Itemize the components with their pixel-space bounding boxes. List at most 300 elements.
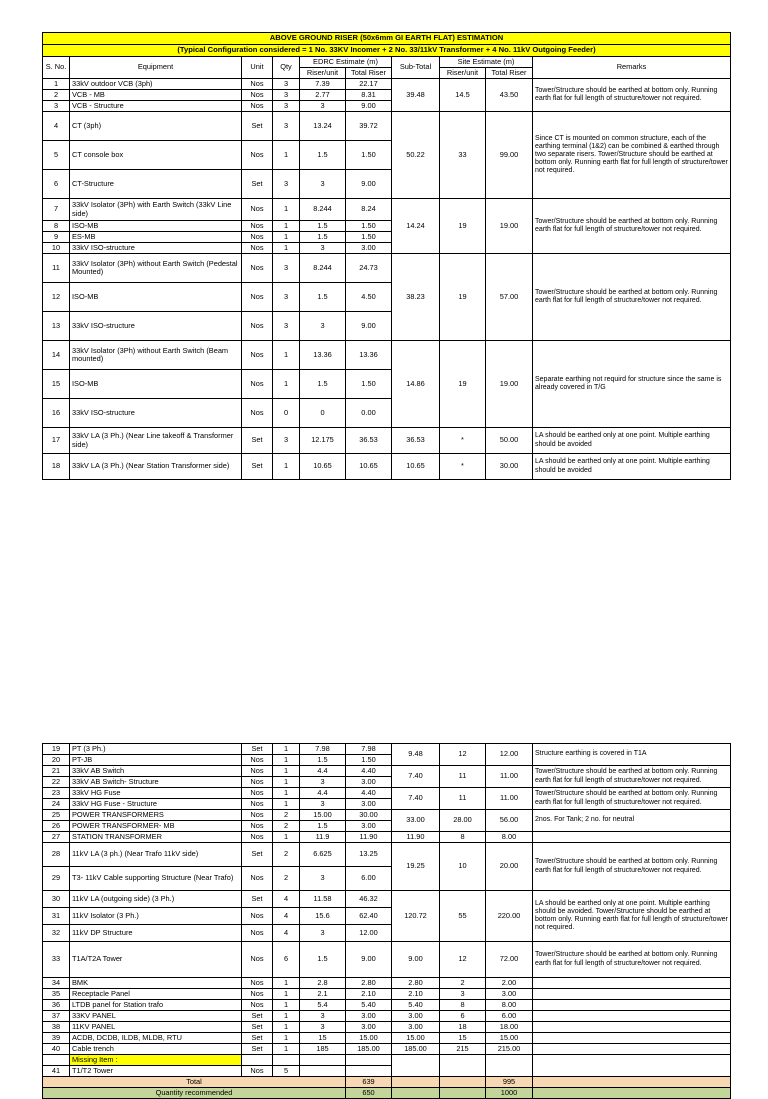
cell-qty: 1 (273, 978, 300, 989)
cell-qty: 2 (273, 810, 300, 821)
cell-subtotal: 3.00 (392, 1011, 440, 1022)
cell-subtotal: 10.65 (392, 454, 440, 480)
cell-equipment: 11KV PANEL (70, 1022, 242, 1033)
cell-site-riser-unit: 19 (440, 341, 486, 428)
cell-subtotal: 185.00 (392, 1044, 440, 1055)
cell-subtotal: 9.00 (392, 942, 440, 978)
cell-sno: 1 (43, 79, 70, 90)
cell-equipment: ISO-MB (70, 221, 242, 232)
cell-total-riser: 13.36 (346, 341, 392, 370)
cell-total-riser: 62.40 (346, 908, 392, 925)
cell-riser-unit: 11.58 (300, 891, 346, 908)
cell-total-riser: 1.50 (346, 141, 392, 170)
cell-unit: Nos (242, 821, 273, 832)
cell-unit: Nos (242, 867, 273, 891)
cell-site-riser-unit (440, 1055, 486, 1066)
cell-qty: 1 (273, 788, 300, 799)
cell-qty: 1 (273, 1011, 300, 1022)
cell-unit: Nos (242, 399, 273, 428)
cell-equipment: T3- 11kV Cable supporting Structure (Near Trafo) (70, 867, 242, 891)
recommended-site-unit (440, 1088, 486, 1099)
cell-equipment: VCB - Structure (70, 101, 242, 112)
cell-sno: 14 (43, 341, 70, 370)
cell-riser-unit: 12.175 (300, 428, 346, 454)
cell-site-total: 19.00 (486, 341, 533, 428)
cell-sno: 18 (43, 454, 70, 480)
cell-sno: 41 (43, 1066, 70, 1077)
cell-equipment: 33kV AB Switch- Structure (70, 777, 242, 788)
cell-total-riser (346, 1066, 392, 1077)
header-sno: S. No. (43, 57, 70, 79)
cell-sno: 2 (43, 90, 70, 101)
table-row (43, 1044, 731, 1055)
cell-riser-unit: 3 (300, 1011, 346, 1022)
cell-sno: 27 (43, 832, 70, 843)
cell-subtotal: 14.86 (392, 341, 440, 428)
cell-riser-unit: 8.244 (300, 254, 346, 283)
cell-site-total: 8.00 (486, 1000, 533, 1011)
cell-sno: 34 (43, 978, 70, 989)
cell-total-riser: 7.98 (346, 744, 392, 755)
cell-total-riser: 1.50 (346, 232, 392, 243)
cell-unit: Nos (242, 79, 273, 90)
cell-site-riser-unit: 18 (440, 1022, 486, 1033)
cell-equipment: 11kV LA (outgoing side) (3 Ph.) (70, 891, 242, 908)
cell-remarks: Tower/Structure should be earthed at bottom only. Running earth flat for full length of structure/tower not required. (533, 766, 731, 788)
cell-riser-unit: 1.5 (300, 755, 346, 766)
cell-site-total: 2.00 (486, 978, 533, 989)
cell-total-riser: 24.73 (346, 254, 392, 283)
recommended-edrc: 650 (346, 1088, 392, 1099)
cell-subtotal (392, 1055, 440, 1066)
cell-unit: Set (242, 112, 273, 141)
cell-site-total: 11.00 (486, 788, 533, 810)
cell-qty: 1 (273, 989, 300, 1000)
cell-riser-unit: 3 (300, 312, 346, 341)
cell-riser-unit: 3 (300, 925, 346, 942)
header-edrc: EDRC Estimate (m) (300, 57, 392, 68)
cell-site-riser-unit: 15 (440, 1033, 486, 1044)
cell-unit: Nos (242, 101, 273, 112)
cell-total-riser: 46.32 (346, 891, 392, 908)
cell-equipment: 11kV LA (3 ph.) (Near Trafo 11kV side) (70, 843, 242, 867)
cell-riser-unit: 7.39 (300, 79, 346, 90)
cell-remarks: LA should be earthed only at one point. Multiple earthing should be avoided (533, 428, 731, 454)
table-row (43, 766, 731, 777)
cell-site-riser-unit: 55 (440, 891, 486, 942)
cell-qty: 4 (273, 925, 300, 942)
recommended-remarks (533, 1088, 731, 1099)
cell-site-total: 18.00 (486, 1022, 533, 1033)
cell-unit: Nos (242, 221, 273, 232)
cell-total-riser: 3.00 (346, 799, 392, 810)
cell-site-total: 8.00 (486, 832, 533, 843)
cell-unit: Nos (242, 799, 273, 810)
cell-riser-unit: 2.1 (300, 989, 346, 1000)
recommended-label: Quantity recommended (43, 1088, 346, 1099)
cell-site-total: 30.00 (486, 454, 533, 480)
cell-equipment: 33kV ISO-structure (70, 243, 242, 254)
cell-site-total: 57.00 (486, 254, 533, 341)
cell-total-riser: 0.00 (346, 399, 392, 428)
cell-equipment: 33kV outdoor VCB (3ph) (70, 79, 242, 90)
cell-total-riser: 5.40 (346, 1000, 392, 1011)
cell-subtotal: 39.48 (392, 79, 440, 112)
cell-total-riser: 39.72 (346, 112, 392, 141)
cell-qty: 1 (273, 454, 300, 480)
cell-qty: 1 (273, 777, 300, 788)
cell-qty (273, 1055, 300, 1066)
cell-subtotal: 33.00 (392, 810, 440, 832)
cell-equipment: 33kV ISO-structure (70, 399, 242, 428)
cell-site-riser-unit: 11 (440, 788, 486, 810)
cell-total-riser: 22.17 (346, 79, 392, 90)
cell-sno: 23 (43, 788, 70, 799)
recommended-row (43, 1088, 731, 1099)
cell-qty: 1 (273, 766, 300, 777)
cell-site-riser-unit: 14.5 (440, 79, 486, 112)
recommended-site: 1000 (486, 1088, 533, 1099)
cell-riser-unit: 1.5 (300, 370, 346, 399)
cell-equipment: 33kV Isolator (3Ph) without Earth Switch (Beam mounted) (70, 341, 242, 370)
cell-total-riser: 4.40 (346, 766, 392, 777)
cell-remarks: Tower/Structure should be earthed at bottom only. Running earth flat for full length of structure/tower not required. (533, 254, 731, 341)
cell-remarks: Tower/Structure should be earthed at bottom only. Running earth flat for full length of structure/tower not required. (533, 942, 731, 978)
cell-total-riser: 3.00 (346, 777, 392, 788)
cell-equipment: LTDB panel for Station trafo (70, 1000, 242, 1011)
cell-equipment: 11kV Isolator (3 Ph.) (70, 908, 242, 925)
cell-unit: Nos (242, 810, 273, 821)
cell-equipment: 11kV DP Structure (70, 925, 242, 942)
cell-sno: 9 (43, 232, 70, 243)
header-total-riser: Total Riser (346, 68, 392, 79)
cell-qty: 3 (273, 254, 300, 283)
table-row (43, 788, 731, 799)
cell-subtotal: 2.10 (392, 989, 440, 1000)
cell-unit: Nos (242, 908, 273, 925)
cell-sno: 17 (43, 428, 70, 454)
cell-total-riser: 9.00 (346, 312, 392, 341)
total-subtotal (392, 1077, 440, 1088)
cell-riser-unit: 15.6 (300, 908, 346, 925)
cell-site-riser-unit: 10 (440, 843, 486, 891)
cell-total-riser: 3.00 (346, 821, 392, 832)
cell-equipment: 33kV LA (3 Ph.) (Near Station Transformer side) (70, 454, 242, 480)
cell-qty: 3 (273, 170, 300, 199)
cell-total-riser: 15.00 (346, 1033, 392, 1044)
cell-unit: Set (242, 1033, 273, 1044)
cell-riser-unit: 3 (300, 799, 346, 810)
total-site-unit (440, 1077, 486, 1088)
cell-subtotal: 14.24 (392, 199, 440, 254)
cell-total-riser: 3.00 (346, 243, 392, 254)
cell-unit: Nos (242, 832, 273, 843)
cell-sno: 31 (43, 908, 70, 925)
cell-total-riser: 6.00 (346, 867, 392, 891)
cell-riser-unit: 10.65 (300, 454, 346, 480)
cell-site-riser-unit: 19 (440, 199, 486, 254)
cell-riser-unit: 1.5 (300, 221, 346, 232)
cell-remarks: Tower/Structure should be earthed at bottom only. Running earth flat for full length of structure/tower not required. (533, 788, 731, 810)
cell-qty: 1 (273, 744, 300, 755)
cell-qty: 1 (273, 799, 300, 810)
cell-qty: 1 (273, 199, 300, 221)
cell-site-riser-unit: 8 (440, 832, 486, 843)
cell-total-riser: 185.00 (346, 1044, 392, 1055)
cell-total-riser: 1.50 (346, 755, 392, 766)
cell-riser-unit: 3 (300, 243, 346, 254)
cell-unit: Nos (242, 341, 273, 370)
cell-unit: Nos (242, 199, 273, 221)
header-site: Site Estimate (m) (440, 57, 533, 68)
cell-sno: 15 (43, 370, 70, 399)
cell-site-riser-unit: 11 (440, 766, 486, 788)
cell-unit: Nos (242, 90, 273, 101)
cell-riser-unit: 4.4 (300, 766, 346, 777)
cell-equipment: 33kV AB Switch (70, 766, 242, 777)
cell-unit: Set (242, 428, 273, 454)
cell-equipment: STATION TRANSFORMER (70, 832, 242, 843)
cell-unit: Set (242, 1044, 273, 1055)
cell-riser-unit: 1.5 (300, 232, 346, 243)
cell-sno: 21 (43, 766, 70, 777)
cell-qty: 5 (273, 1066, 300, 1077)
cell-site-riser-unit: 8 (440, 1000, 486, 1011)
header-remarks: Remarks (533, 57, 731, 79)
cell-sno: 30 (43, 891, 70, 908)
total-row (43, 1077, 731, 1088)
cell-qty: 1 (273, 1000, 300, 1011)
total-remarks (533, 1077, 731, 1088)
cell-subtotal: 19.25 (392, 843, 440, 891)
cell-riser-unit: 1.5 (300, 141, 346, 170)
cell-unit: Nos (242, 243, 273, 254)
cell-riser-unit: 6.625 (300, 843, 346, 867)
cell-sno: 38 (43, 1022, 70, 1033)
cell-equipment: CT console box (70, 141, 242, 170)
cell-site-total: 72.00 (486, 942, 533, 978)
cell-riser-unit: 2.77 (300, 90, 346, 101)
cell-riser-unit: 1.5 (300, 283, 346, 312)
cell-site-riser-unit: 12 (440, 744, 486, 766)
cell-sno: 24 (43, 799, 70, 810)
cell-site-total: 19.00 (486, 199, 533, 254)
cell-unit: Nos (242, 978, 273, 989)
cell-sno: 4 (43, 112, 70, 141)
cell-qty: 3 (273, 112, 300, 141)
cell-unit: Nos (242, 989, 273, 1000)
cell-subtotal (392, 1066, 440, 1077)
cell-riser-unit: 11.9 (300, 832, 346, 843)
cell-unit: Nos (242, 788, 273, 799)
cell-riser-unit (300, 1055, 346, 1066)
cell-total-riser: 8.24 (346, 199, 392, 221)
cell-riser-unit: 3 (300, 777, 346, 788)
cell-sno: 39 (43, 1033, 70, 1044)
cell-total-riser: 3.00 (346, 1022, 392, 1033)
cell-qty: 4 (273, 891, 300, 908)
cell-unit (242, 1055, 273, 1066)
cell-riser-unit: 3 (300, 170, 346, 199)
cell-sno: 20 (43, 755, 70, 766)
cell-total-riser: 2.80 (346, 978, 392, 989)
cell-qty: 2 (273, 843, 300, 867)
cell-unit: Nos (242, 370, 273, 399)
cell-remarks (533, 1022, 731, 1033)
cell-qty: 3 (273, 312, 300, 341)
cell-equipment: ISO-MB (70, 283, 242, 312)
table-row (43, 454, 731, 480)
cell-equipment: CT-Structure (70, 170, 242, 199)
cell-site-riser-unit: * (440, 454, 486, 480)
cell-unit: Nos (242, 1066, 273, 1077)
cell-site-total: 215.00 (486, 1044, 533, 1055)
cell-equipment: PT-JB (70, 755, 242, 766)
cell-qty: 1 (273, 221, 300, 232)
cell-site-total: 220.00 (486, 891, 533, 942)
cell-sno: 26 (43, 821, 70, 832)
cell-equipment: ACDB, DCDB, ILDB, MLDB, RTU (70, 1033, 242, 1044)
cell-site-total: 11.00 (486, 766, 533, 788)
cell-remarks (533, 1066, 731, 1077)
cell-total-riser (346, 1055, 392, 1066)
cell-unit: Nos (242, 766, 273, 777)
cell-qty: 1 (273, 232, 300, 243)
cell-riser-unit: 7.98 (300, 744, 346, 755)
table-row (43, 978, 731, 989)
cell-unit: Nos (242, 942, 273, 978)
riser-estimation-table-part-1 (42, 32, 731, 480)
cell-riser-unit: 4.4 (300, 788, 346, 799)
cell-sno: 29 (43, 867, 70, 891)
cell-sno: 33 (43, 942, 70, 978)
cell-subtotal: 5.40 (392, 1000, 440, 1011)
header-riser-unit: Riser/unit (300, 68, 346, 79)
cell-unit: Set (242, 170, 273, 199)
cell-equipment: POWER TRANSFORMER- MB (70, 821, 242, 832)
cell-total-riser: 30.00 (346, 810, 392, 821)
cell-total-riser: 11.90 (346, 832, 392, 843)
cell-remarks: LA should be earthed only at one point. Multiple earthing should be avoided. Tower/Structure should be earthed at bottom only. Running earth flat for full length of structure/tower not required. (533, 891, 731, 942)
cell-sno: 19 (43, 744, 70, 755)
cell-site-riser-unit: 215 (440, 1044, 486, 1055)
cell-equipment: 33kV HG Fuse - Structure (70, 799, 242, 810)
cell-remarks (533, 1055, 731, 1066)
cell-sno: 5 (43, 141, 70, 170)
table-row (43, 112, 731, 141)
table-row (43, 832, 731, 843)
cell-qty: 3 (273, 428, 300, 454)
cell-unit: Set (242, 1011, 273, 1022)
header-equipment: Equipment (70, 57, 242, 79)
cell-qty: 1 (273, 1044, 300, 1055)
cell-qty: 3 (273, 101, 300, 112)
cell-remarks: Tower/Structure should be earthed at bottom only. Running earth flat for full length of structure/tower not required. (533, 79, 731, 112)
total-edrc: 639 (346, 1077, 392, 1088)
cell-unit: Set (242, 454, 273, 480)
cell-site-total: 43.50 (486, 79, 533, 112)
cell-unit: Nos (242, 312, 273, 341)
table-row (43, 891, 731, 908)
missing-item-label: Missing Item : (70, 1055, 242, 1066)
cell-remarks (533, 989, 731, 1000)
cell-qty: 1 (273, 370, 300, 399)
cell-site-riser-unit (440, 1066, 486, 1077)
cell-remarks: LA should be earthed only at one point. Multiple earthing should be avoided (533, 454, 731, 480)
cell-remarks (533, 1033, 731, 1044)
cell-unit: Nos (242, 755, 273, 766)
total-label: Total (43, 1077, 346, 1088)
cell-unit: Nos (242, 141, 273, 170)
cell-equipment: ISO-MB (70, 370, 242, 399)
table-row (43, 843, 731, 867)
cell-equipment: PT (3 Ph.) (70, 744, 242, 755)
cell-sno (43, 1055, 70, 1066)
cell-riser-unit: 13.24 (300, 112, 346, 141)
page-title: ABOVE GROUND RISER (50x6mm GI EARTH FLAT) ESTIMATION (43, 33, 731, 45)
cell-qty: 1 (273, 243, 300, 254)
cell-total-riser: 9.00 (346, 942, 392, 978)
table-row (43, 810, 731, 821)
cell-remarks (533, 832, 731, 843)
cell-subtotal: 2.80 (392, 978, 440, 989)
cell-site-riser-unit: 28.00 (440, 810, 486, 832)
cell-remarks: 2nos. For Tank; 2 no. for neutral (533, 810, 731, 832)
cell-site-total (486, 1066, 533, 1077)
table-row (43, 1011, 731, 1022)
cell-unit: Nos (242, 232, 273, 243)
cell-equipment: CT (3ph) (70, 112, 242, 141)
cell-subtotal: 7.40 (392, 788, 440, 810)
cell-site-riser-unit: 12 (440, 942, 486, 978)
cell-subtotal: 38.23 (392, 254, 440, 341)
cell-unit: Set (242, 891, 273, 908)
cell-total-riser: 8.31 (346, 90, 392, 101)
cell-site-riser-unit: * (440, 428, 486, 454)
cell-riser-unit: 1.5 (300, 942, 346, 978)
cell-sno: 3 (43, 101, 70, 112)
cell-riser-unit: 13.36 (300, 341, 346, 370)
cell-qty: 4 (273, 908, 300, 925)
cell-remarks: Structure earthing is covered in T1A (533, 744, 731, 766)
cell-site-riser-unit: 2 (440, 978, 486, 989)
cell-subtotal: 7.40 (392, 766, 440, 788)
cell-site-total (486, 1055, 533, 1066)
table-row (43, 254, 731, 283)
cell-site-total: 56.00 (486, 810, 533, 832)
table-row (43, 744, 731, 755)
cell-equipment: T1A/T2A Tower (70, 942, 242, 978)
table-row (43, 341, 731, 370)
table-row (43, 1022, 731, 1033)
cell-sno: 35 (43, 989, 70, 1000)
cell-total-riser: 13.25 (346, 843, 392, 867)
cell-qty: 6 (273, 942, 300, 978)
cell-sno: 12 (43, 283, 70, 312)
cell-qty: 2 (273, 821, 300, 832)
cell-total-riser: 12.00 (346, 925, 392, 942)
cell-unit: Nos (242, 1000, 273, 1011)
header-site-total-riser: Total Riser (486, 68, 533, 79)
cell-sno: 13 (43, 312, 70, 341)
cell-riser-unit: 2.8 (300, 978, 346, 989)
header-site-riser-unit: Riser/unit (440, 68, 486, 79)
cell-sno: 7 (43, 199, 70, 221)
cell-site-total: 99.00 (486, 112, 533, 199)
cell-unit: Nos (242, 925, 273, 942)
table-row-missing-header (43, 1055, 731, 1066)
cell-subtotal: 11.90 (392, 832, 440, 843)
